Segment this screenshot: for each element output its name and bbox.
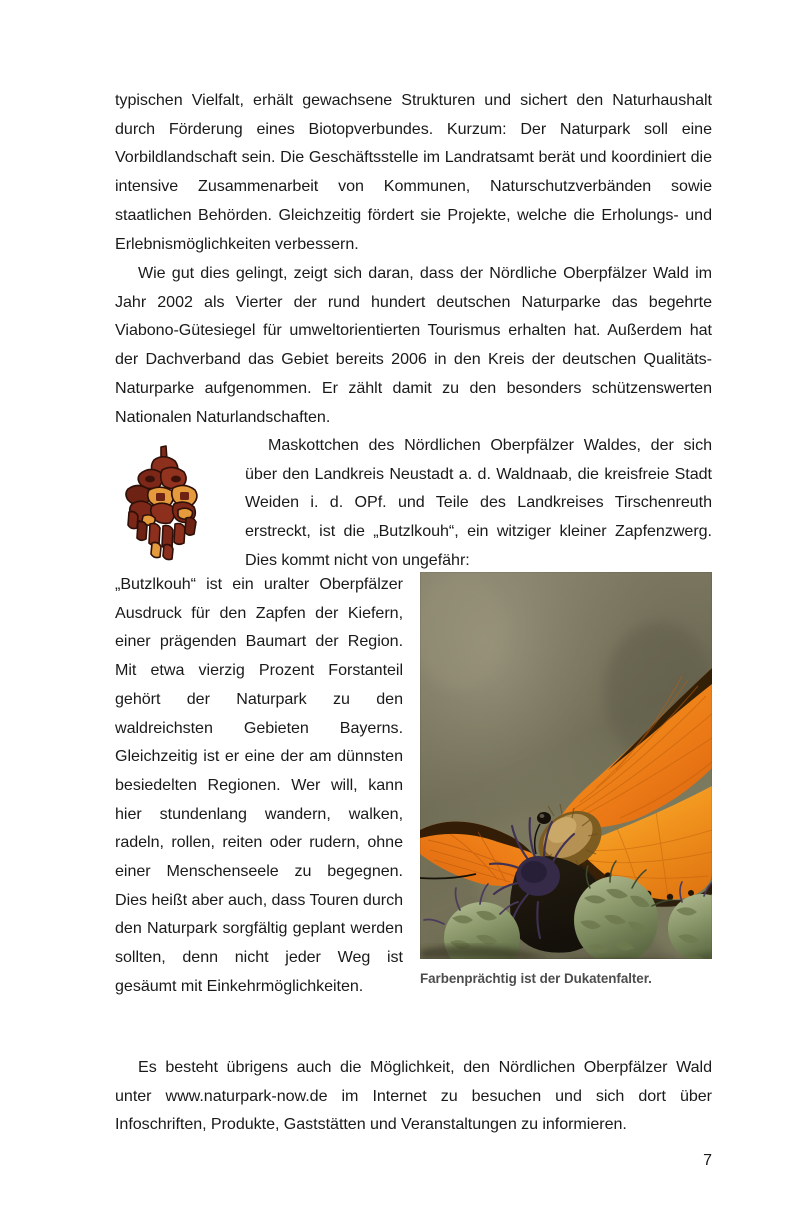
pinecone-mascot-illustration bbox=[116, 444, 213, 562]
paragraph-viabono bbox=[115, 259, 712, 431]
paragraph-intro bbox=[115, 86, 712, 258]
paragraph-mascot-text: Maskottchen des Nördlichen Oberpfälzer Waldes, der sich über den Landkreis Neustadt a. d. Waldnaab, die kreisfreie Stadt Weiden i. d. OPf. und Teile des Landkreises Tirschenreuth erstreckt, ist die „Butzlkouh“, ein witziger kleiner Zapfenzwerg. Dies kommt nicht von ungefähr: bbox=[245, 436, 712, 569]
paragraph-butzlkouh bbox=[115, 570, 403, 1001]
paragraph-website bbox=[115, 1053, 712, 1139]
paragraph-website-text: Es besteht übrigens auch die Möglichkeit, den Nördlichen Oberpfälzer Wald unter www.naturpark-now.de im Internet zu besuchen und sich dort über Infoschriften, Produkte, Gaststätten und Veranstaltungen zu informieren. bbox=[115, 1058, 712, 1134]
page-number: 7 bbox=[703, 1152, 712, 1169]
paragraph-intro-text: typischen Vielfalt, erhält gewachsene Strukturen und sichert den Naturhaushalt durch Förderung eines Biotopverbundes. Kurzum: Der Naturpark soll eine Vorbildlandschaft sein. Die Geschäftsstelle im Landratsamt berät und koordiniert die intensive Zusammenarbeit von Kommunen, Naturschutzverbänden sowie staatlichen Behörden. Gleichzeitig fördert sie Projekte, welche die Erholungs- und Erlebnismöglichkeiten verbessern. bbox=[115, 91, 712, 253]
paragraph-butzlkouh-text: „Butzlkouh“ ist ein uralter Oberpfälzer Ausdruck für den Zapfen der Kiefern, einer prägenden Baumart der Region. Mit etwa vierzig Prozent Forstanteil gehört der Naturpark zu den waldreichsten Gebieten Bayerns. Gleichzeitig ist er eine der am dünnsten besiedelten Regionen. Wer will, kann hier stundenlang wandern, walken, radeln, rollen, reiten oder rudern, ohne einer Menschenseele zu begegnen. Dies heißt aber auch, dass Touren durch den Naturpark sorgfältig geplant werden sollten, denn nicht jeder Weg ist gesäumt mit Einkehrmöglichkeiten. bbox=[115, 575, 403, 995]
figure-caption: Farbenprächtig ist der Dukatenfalter. bbox=[420, 971, 652, 986]
butterfly-photo bbox=[420, 572, 712, 959]
paragraph-viabono-text: Wie gut dies gelingt, zeigt sich daran, dass der Nördliche Oberpfälzer Wald im Jahr 2002 als Vierter der rund hundert deutschen Naturparke das begehrte Viabono-Gütesiegel für umweltorientierten Tourismus erhalten hat. Außerdem hat der Dachverband das Gebiet bereits 2006 in den Kreis der deutschen Qualitäts-Naturparke aufgenommen. Er zählt damit zu den besonders schützenswerten Nationalen Naturlandschaften. bbox=[115, 264, 712, 426]
